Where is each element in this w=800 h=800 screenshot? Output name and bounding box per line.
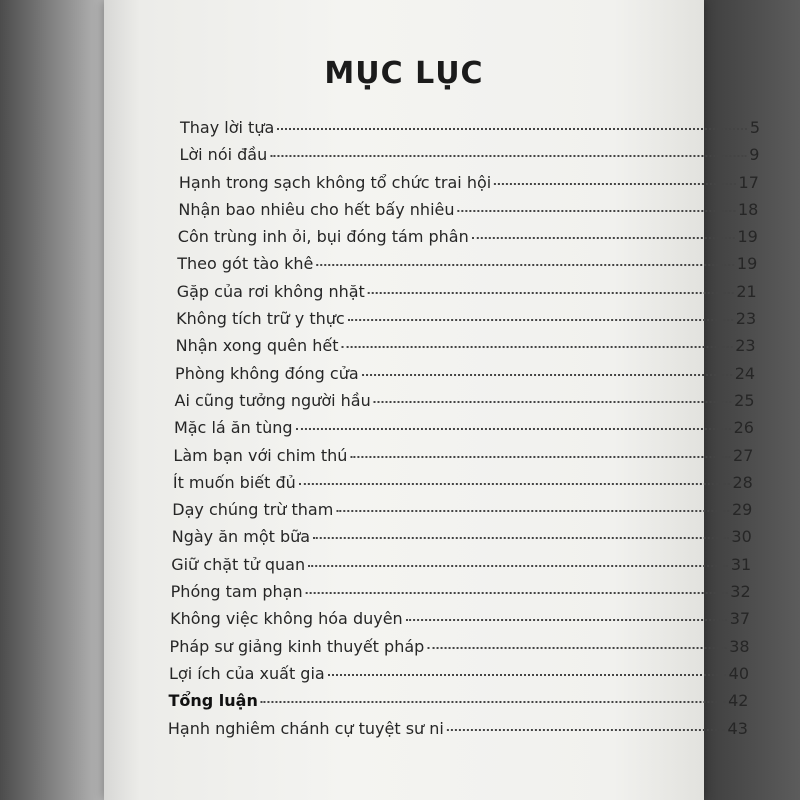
toc-leader-dots bbox=[296, 428, 731, 430]
toc-entry-page-number: 43 bbox=[727, 718, 748, 738]
toc-entry bbox=[176, 336, 756, 363]
toc-leader-dots bbox=[350, 456, 730, 458]
toc-entry-page-number: 17 bbox=[738, 172, 759, 192]
toc-entry-page-number: 25 bbox=[734, 390, 755, 410]
toc-entry-title: Côn trùng inh ỏi, bụi đóng tám phân bbox=[177, 227, 469, 247]
table-of-contents bbox=[167, 118, 760, 746]
toc-entry bbox=[171, 555, 751, 582]
book-page bbox=[104, 0, 760, 800]
toc-entry-title: Làm bạn với chim thú bbox=[173, 445, 348, 465]
toc-entry bbox=[180, 118, 760, 145]
toc-entry-page-number: 24 bbox=[734, 363, 756, 383]
toc-entry bbox=[173, 446, 753, 473]
toc-entry-title: Hạnh trong sạch không tổ chức trai hội bbox=[178, 172, 492, 192]
toc-leader-dots bbox=[447, 729, 725, 731]
toc-entry-title: Giữ chặt tử quan bbox=[171, 554, 306, 574]
toc-entry-title: Pháp sư giảng kinh thuyết pháp bbox=[169, 636, 425, 656]
toc-entry bbox=[179, 145, 759, 172]
toc-entry-title: Mặc lá ăn tùng bbox=[173, 418, 293, 438]
toc-entry-title: Không tích trữ y thực bbox=[176, 309, 345, 329]
toc-entry bbox=[177, 254, 757, 281]
page-title: MỤC LỤC bbox=[324, 56, 484, 91]
toc-entry-title: Lợi ích của xuất gia bbox=[169, 663, 325, 683]
toc-leader-dots bbox=[336, 510, 729, 512]
toc-entry-title: Ngày ăn một bữa bbox=[171, 527, 311, 547]
toc-entry bbox=[175, 364, 755, 391]
toc-leader-dots bbox=[374, 401, 731, 403]
toc-entry-page-number: 42 bbox=[728, 691, 749, 711]
toc-entry bbox=[179, 173, 759, 200]
toc-leader-dots bbox=[270, 155, 746, 157]
toc-entry-page-number: 9 bbox=[749, 145, 760, 165]
toc-entry-page-number: 37 bbox=[729, 609, 751, 629]
toc-entry bbox=[168, 719, 748, 746]
toc-entry-title: Ai cũng tưởng người hầu bbox=[174, 390, 371, 410]
toc-entry-title: Thay lời tựa bbox=[180, 118, 275, 137]
toc-leader-dots bbox=[261, 701, 725, 703]
toc-entry-title: Nhận xong quên hết bbox=[175, 336, 339, 356]
toc-entry-title: Theo gót tào khê bbox=[177, 254, 314, 274]
toc-entry-page-number: 40 bbox=[728, 663, 749, 683]
toc-entry-title: Hạnh nghiêm chánh cự tuyệt sư ni bbox=[167, 718, 444, 738]
toc-entry-page-number: 32 bbox=[730, 582, 751, 602]
toc-entry bbox=[173, 473, 753, 500]
toc-leader-dots bbox=[328, 674, 726, 676]
toc-leader-dots bbox=[472, 237, 735, 239]
toc-entry bbox=[171, 582, 751, 609]
toc-entry bbox=[170, 637, 750, 664]
toc-entry bbox=[170, 609, 750, 636]
toc-leader-dots bbox=[306, 592, 728, 594]
toc-entry-page-number: 26 bbox=[733, 418, 754, 438]
toc-leader-dots bbox=[406, 619, 727, 621]
toc-entry-title: Gặp của rơi không nhặt bbox=[176, 281, 365, 301]
toc-entry-page-number: 38 bbox=[729, 636, 750, 656]
toc-entry bbox=[178, 200, 758, 227]
toc-leader-dots bbox=[458, 210, 735, 212]
toc-leader-dots bbox=[299, 483, 730, 485]
toc-entry-page-number: 19 bbox=[737, 227, 758, 247]
toc-entry bbox=[175, 391, 755, 418]
toc-entry-title: Ít muốn biết đủ bbox=[172, 472, 296, 492]
toc-leader-dots bbox=[494, 183, 735, 185]
toc-entry-title: Phóng tam phạn bbox=[170, 582, 303, 602]
toc-entry-title: Dạy chúng trừ tham bbox=[172, 500, 334, 520]
toc-entry-page-number: 19 bbox=[736, 254, 758, 274]
toc-entry-page-number: 5 bbox=[749, 118, 760, 137]
toc-entry-title: Tổng luận bbox=[168, 691, 258, 711]
toc-entry-page-number: 31 bbox=[730, 554, 752, 574]
toc-entry-page-number: 29 bbox=[731, 500, 753, 520]
toc-leader-dots bbox=[277, 128, 747, 130]
toc-leader-dots bbox=[362, 374, 732, 376]
toc-entry-title: Phòng không đóng cửa bbox=[175, 363, 359, 383]
toc-entry-title: Không việc không hóa duyên bbox=[170, 609, 403, 629]
toc-entry bbox=[172, 500, 752, 527]
toc-entry-title: Lời nói đầu bbox=[179, 145, 268, 165]
toc-leader-dots bbox=[308, 565, 728, 567]
toc-entry-page-number: 23 bbox=[735, 336, 756, 356]
toc-entry bbox=[177, 282, 757, 309]
toc-entry bbox=[178, 227, 758, 254]
toc-entry bbox=[172, 527, 752, 554]
toc-entry bbox=[176, 309, 756, 336]
toc-entry-page-number: 27 bbox=[733, 445, 754, 465]
toc-entry-page-number: 28 bbox=[732, 472, 753, 492]
toc-leader-dots bbox=[313, 537, 728, 539]
toc-entry-page-number: 23 bbox=[735, 309, 757, 329]
toc-entry bbox=[174, 418, 754, 445]
toc-entry bbox=[168, 691, 748, 718]
toc-leader-dots bbox=[427, 647, 726, 649]
toc-entry bbox=[169, 664, 749, 691]
toc-leader-dots bbox=[316, 264, 734, 266]
toc-entry-page-number: 30 bbox=[731, 527, 752, 547]
toc-leader-dots bbox=[368, 292, 734, 294]
toc-entry-page-number: 18 bbox=[737, 199, 759, 219]
toc-entry-title: Nhận bao nhiêu cho hết bấy nhiêu bbox=[178, 199, 455, 219]
book-spine-shadow bbox=[0, 0, 110, 800]
toc-leader-dots bbox=[342, 346, 733, 348]
toc-leader-dots bbox=[348, 319, 733, 321]
toc-entry-page-number: 21 bbox=[736, 281, 757, 301]
